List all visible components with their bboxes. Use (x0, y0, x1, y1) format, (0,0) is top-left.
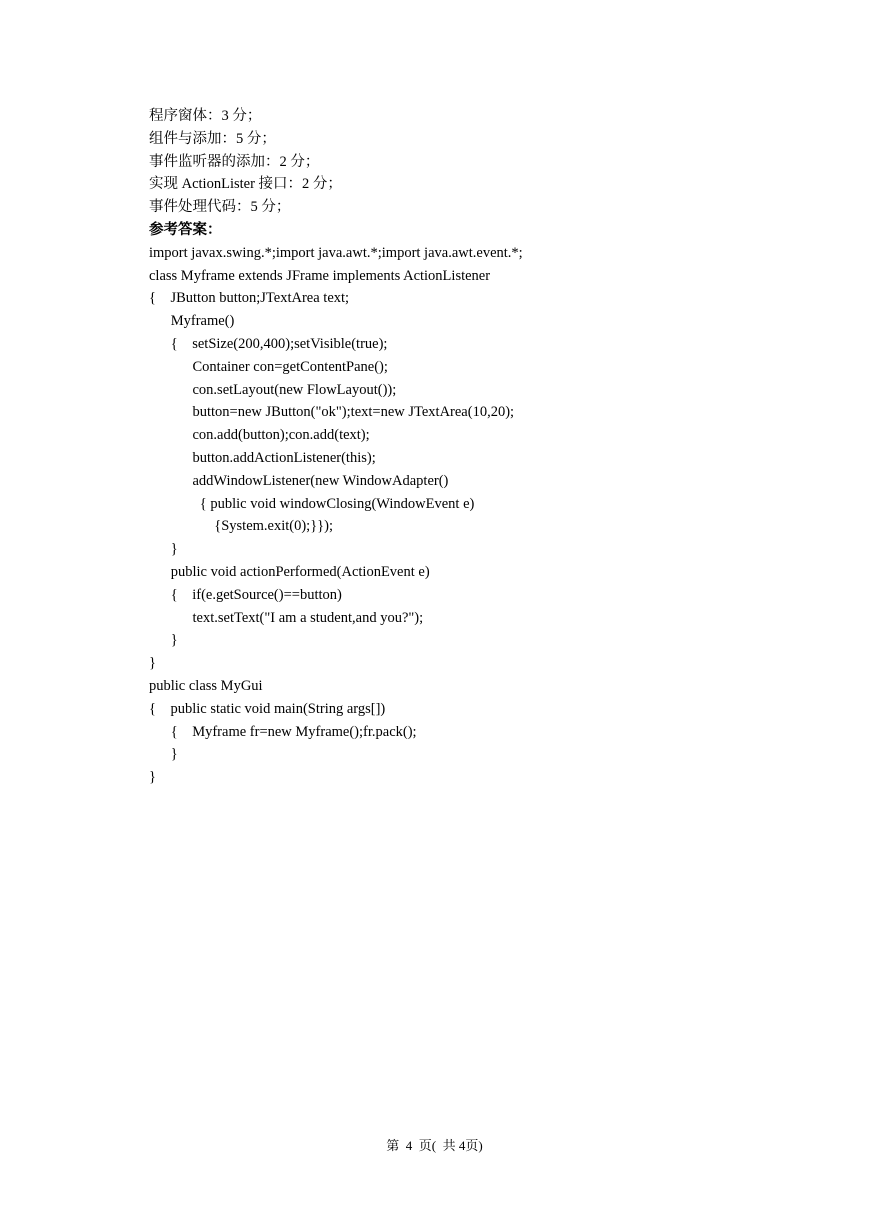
code-line: {System.exit(0);}}); (149, 518, 333, 535)
scoring-line-listener: 事件监听器的添加：2 分； (149, 153, 320, 170)
code-line: text.setText("I am a student,and you?"); (149, 609, 424, 626)
code-line: button.addActionListener(this); (149, 449, 376, 466)
code-line: Container con=getContentPane(); (149, 358, 388, 375)
scoring-line-window: 程序窗体：3 分； (149, 108, 262, 124)
code-line: } (149, 769, 156, 786)
code-line: public class MyGui (149, 677, 263, 694)
code-line: import javax.swing.*;import java.awt.*;import java.awt.event.*; (149, 244, 523, 261)
code-line: { if(e.getSource()==button) (149, 586, 342, 603)
code-line: } (149, 746, 178, 763)
code-line: public void actionPerformed(ActionEvent e) (149, 563, 430, 580)
code-line: Myframe() (149, 313, 235, 330)
code-line: button=new JButton("ok");text=new JTextArea(10,20); (149, 404, 515, 421)
code-line: { JButton button;JTextArea text; (149, 290, 350, 307)
code-line: { public static void main(String args[]) (149, 700, 386, 717)
answer-heading: 参考答案： (149, 221, 222, 238)
code-line: con.add(button);con.add(text); (149, 427, 370, 444)
code-line: class Myframe extends JFrame implements ActionListener (149, 267, 491, 284)
code-line: addWindowListener(new WindowAdapter() (149, 472, 449, 489)
code-line: con.setLayout(new FlowLayout()); (149, 381, 397, 398)
code-line: { public void windowClosing(WindowEvent e) (149, 495, 475, 512)
scoring-line-interface: 实现 ActionLister 接口：2 分； (149, 176, 342, 193)
scoring-line-components: 组件与添加：5 分； (149, 130, 276, 147)
scoring-line-handler: 事件处理代码：5 分； (149, 199, 291, 216)
code-line: } (149, 632, 178, 649)
page-content (149, 105, 829, 789)
code-line: { Myframe fr=new Myframe();fr.pack(); (149, 723, 417, 740)
page-footer: 第 4 页( 共 4页) (386, 1138, 483, 1153)
code-line: { setSize(200,400);setVisible(true); (149, 335, 388, 352)
code-line: } (149, 655, 156, 672)
code-block (149, 242, 829, 789)
code-line: } (149, 541, 178, 558)
